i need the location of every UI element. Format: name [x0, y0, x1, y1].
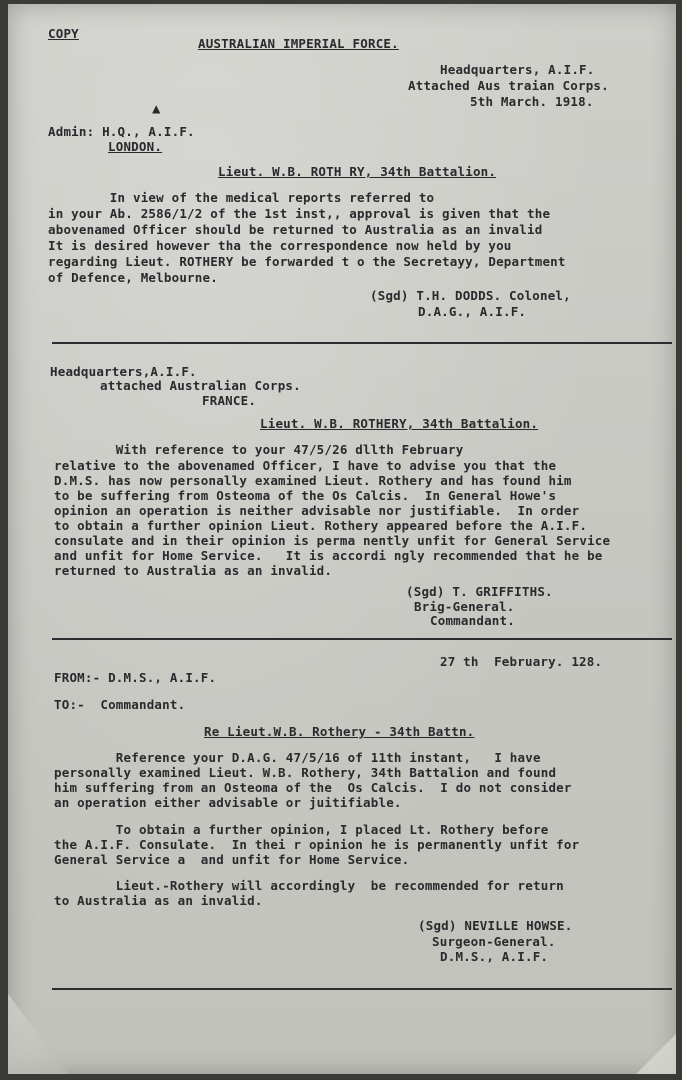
letter3-para2-line: General Service a and unfit for Home Service.	[54, 852, 410, 867]
letter3-para1-line: Reference your D.A.G. 47/5/16 of 11th instant, I have	[54, 750, 541, 765]
letter2-body-line: With reference to your 47/5/26 dllth February	[54, 442, 464, 457]
letter1-signature: (Sgd) T.H. DODDS. Colonel,	[370, 288, 571, 303]
torn-corner	[636, 1034, 676, 1074]
copy-mark: COPY	[48, 26, 79, 41]
letter1-body-line: It is desired however tha the correspondence now held by you	[48, 238, 512, 253]
letter2-body-line: to be suffering from Osteoma of the Os Calcis. In General Howe's	[54, 488, 557, 503]
letter2-signature-title: Commandant.	[430, 613, 515, 628]
letter2-from-line-1: Headquarters,A.I.F.	[50, 364, 197, 379]
letter2-body-line: and unfit for Home Service. It is accordi ngly recommended that he be	[54, 548, 603, 563]
letter1-to-line-1: Admin: H.Q., A.I.F.	[48, 124, 195, 139]
letter2-body-line: relative to the abovenamed Officer, I have to advise you that the	[54, 458, 557, 473]
letter2-signature-rank: Brig-General.	[414, 599, 515, 614]
letter3-signature-title: D.M.S., A.I.F.	[440, 949, 549, 964]
letter2-body-line: returned to Australia as an invalid.	[54, 563, 333, 578]
sender-line-1: Headquarters, A.I.F.	[440, 62, 595, 77]
letter2-body-line: consulate and in their opinion is perma nently unfit for General Service	[54, 533, 611, 548]
letter3-para1-line: personally examined Lieut. W.B. Rothery, 34th Battalion and found	[54, 765, 557, 780]
letter2-body-line: to obtain a further opinion Lieut. Rothery appeared before the A.I.F.	[54, 518, 588, 533]
letter2-from-line-2: attached Australian Corps.	[100, 378, 301, 393]
letter3-signature-rank: Surgeon-General.	[432, 934, 556, 949]
letter1-body-line: in your Ab. 2586/1/2 of the 1st inst,, approval is given that the	[48, 206, 551, 221]
letter3-para2-line: To obtain a further opinion, I placed Lt. Rothery before	[54, 822, 549, 837]
letter1-body-line: regarding Lieut. ROTHERY be forwarded t o the Secretayy, Department	[48, 254, 566, 269]
document-page	[8, 4, 676, 1074]
letter1-body-line: of Defence, Melbourne.	[48, 270, 218, 285]
ink-blot: ▲	[152, 101, 161, 117]
divider	[52, 988, 672, 990]
folded-corner	[8, 994, 68, 1074]
letter1-signature-title: D.A.G., A.I.F.	[418, 304, 527, 319]
letter2-signature: (Sgd) T. GRIFFITHS.	[406, 584, 553, 599]
org-title: AUSTRALIAN IMPERIAL FORCE.	[198, 36, 399, 51]
letter1-subject: Lieut. W.B. ROTH RY, 34th Battalion.	[218, 164, 497, 179]
letter3-para2-line: the A.I.F. Consulate. In thei r opinion he is permanently unfit for	[54, 837, 580, 852]
divider	[52, 638, 672, 640]
letter3-subject: Re Lieut.W.B. Rothery - 34th Battn.	[204, 724, 475, 739]
letter1-body-line: In view of the medical reports referred to	[48, 190, 435, 205]
letter3-to: TO:- Commandant.	[54, 697, 186, 712]
letter2-body-line: opinion an operation is neither advisable nor justifiable. In order	[54, 503, 580, 518]
letter3-from: FROM:- D.M.S., A.I.F.	[54, 670, 217, 685]
letter3-date: 27 th February. 128.	[440, 654, 603, 669]
letter3-para1-line: an operation either advisable or juitifiable.	[54, 795, 402, 810]
header-date: 5th March. 1918.	[470, 94, 594, 109]
letter2-body-line: D.M.S. has now personally examined Lieut. Rothery and has found him	[54, 473, 572, 488]
letter2-from-line-3: FRANCE.	[202, 393, 257, 408]
sender-line-2: Attached Aus traian Corps.	[408, 78, 609, 93]
divider	[52, 342, 672, 344]
letter3-para3-line: to Australia as an invalid.	[54, 893, 263, 908]
letter3-signature: (Sgd) NEVILLE HOWSE.	[418, 918, 573, 933]
letter1-to-line-2: LONDON.	[108, 139, 163, 154]
letter3-para3-line: Lieut.-Rothery will accordingly be recommended for return	[54, 878, 564, 893]
letter1-body-line: abovenamed Officer should be returned to Australia as an invalid	[48, 222, 543, 237]
letter3-para1-line: him suffering from an Osteoma of the Os Calcis. I do not consider	[54, 780, 572, 795]
letter2-subject: Lieut. W.B. ROTHERY, 34th Battalion.	[260, 416, 539, 431]
